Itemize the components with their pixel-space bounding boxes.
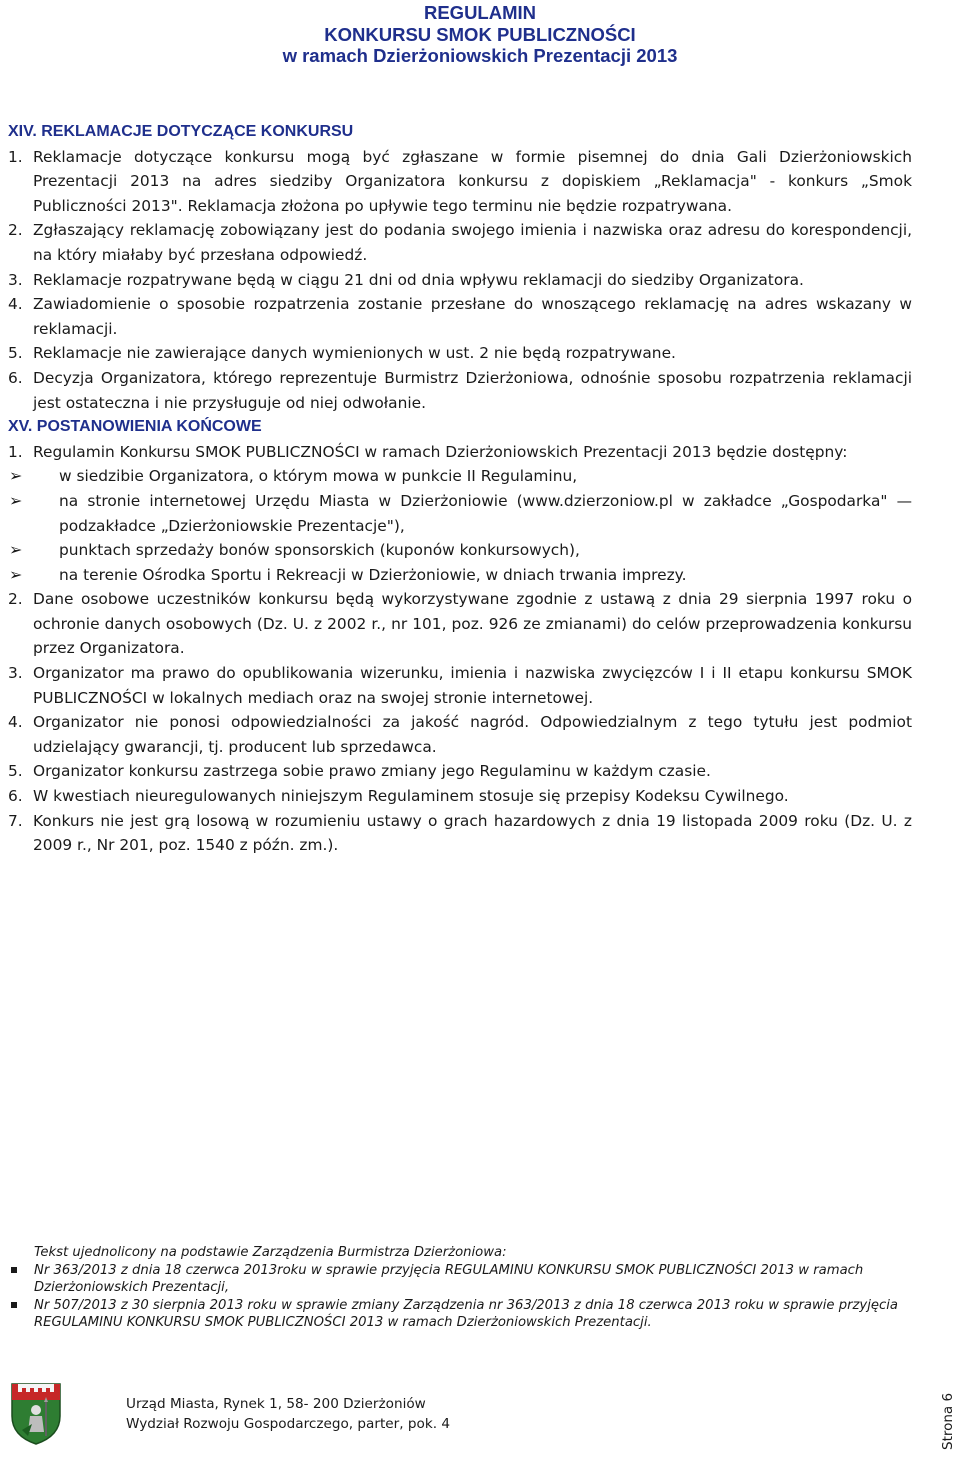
department-line: Wydział Rozwoju Gospodarczego, parter, pok. 4 — [126, 1416, 451, 1432]
city-crest-logo — [8, 1380, 64, 1446]
list-item: 4. Zawiadomienie o sposobie rozpatrzenia zostanie przesłane do wnoszącego reklamację na adres wskazany w reklamacji. — [8, 295, 912, 338]
list-item: 2. Zgłaszający reklamację zobowiązany jest do podania swojego imienia i nazwiska oraz adresu do korespondencji, na który miałaby być przesłana odpowiedź. — [8, 221, 912, 264]
list-item: 6. W kwestiach nieuregulowanych niniejszym Regulaminem stosuje się przepisy Kodeksu Cywilnego. — [8, 787, 789, 806]
list-item: 6. Decyzja Organizatora, którego reprezentuje Burmistrz Dzierżoniowa, odnośnie sposobu rozpatrzenia reklamacji jest ostateczna i nie przysługuje od niej odwołanie. — [8, 368, 912, 412]
list-item: 2. Dane osobowe uczestników konkursu będą wykorzystywane zgodnie z ustawą z dnia 29 sierpnia 1997 roku o ochronie danych osobowych (Dz. U. z 2002 r., nr 101, poz. 926 ze zmianami) do celów przeprowadzenia konkursu przez Organizatora. — [8, 590, 912, 658]
list-item: 7. Konkurs nie jest grą losową w rozumieniu ustawy o grach hazardowych z dnia 19 listopada 2009 roku (Dz. U. z 2009 r., Nr 201, poz. 1540 z późn. zm.). — [8, 811, 912, 855]
footnote-entry: Nr 507/2013 z 30 sierpnia 2013 roku w sprawie zmiany Zarządzenia nr 363/2013 z dnia 18 czerwca 2013 roku w sprawie przyjęcia REGULAMINU KONKURSU SMOK PUBLICZNOŚCI 2013 w ramach Dzierżoniowskich Prezentacji. — [34, 1297, 914, 1332]
list-item: 3. Reklamacje rozpatrywane będą w ciągu 21 dni od dnia wpływu reklamacji do siedziby Organizatora. — [8, 270, 804, 289]
arrow-bullet-icon: ➢ — [9, 564, 23, 584]
footnote-intro: Tekst ujednolicony na podstawie Zarządzenia Burmistrza Dzierżoniowa: — [34, 1245, 507, 1260]
list-item: 3. Organizator ma prawo do opublikowania wizerunku, imienia i nazwiska zwycięzców I i II etapu konkursu SMOK PUBLICZNOŚCI w lokalnych mediach oraz na swojej stronie internetowej. — [8, 664, 912, 707]
square-bullet-icon — [11, 1302, 17, 1308]
arrow-bullet-icon: ➢ — [9, 490, 23, 510]
bullet-item: ➢ na terenie Ośrodka Sportu i Rekreacji w Dzierżoniowie, w dniach trwania imprezy. — [8, 563, 912, 588]
list-item: 5. Organizator konkursu zastrzega sobie prawo zmiany jego Regulaminu w każdym czasie. — [8, 762, 711, 781]
document-header — [0, 2, 960, 67]
header-subtitle-2: w ramach Dzierżoniowskich Prezentacji 2013 — [282, 45, 678, 66]
header-subtitle: KONKURSU SMOK PUBLICZNOŚCI — [324, 23, 636, 45]
list-item: 5. Reklamacje nie zawierające danych wymienionych w ust. 2 nie będą rozpatrywane. — [8, 344, 676, 363]
bullet-item: ➢ w siedzibie Organizatora, o którym mowa w punkcie II Regulaminu, — [8, 464, 912, 489]
document-body — [8, 120, 912, 858]
list-item: 1. Regulamin Konkursu SMOK PUBLICZNOŚCI w ramach Dzierżoniowskich Prezentacji 2013 będzie dostępny: — [8, 442, 848, 461]
list-item: 1. Reklamacje dotyczące konkursu mogą być zgłaszane w formie pisemnej do dnia Gali Dzierżoniowskich Prezentacji 2013 na adres siedziby Organizatora konkursu z dopiskiem „Reklamacja" - konkurs „Smok Publiczności 2013". Reklamacja złożona po upływie tego terminu nie będzie rozpatrywana. — [8, 147, 912, 215]
section-heading-xiv: XIV. REKLAMACJE DOTYCZĄCE KONKURSU — [8, 123, 354, 140]
address-line: Urząd Miasta, Rynek 1, 58- 200 Dzierżoniów — [126, 1396, 426, 1412]
section-heading-xv: XV. POSTANOWIENIA KOŃCOWE — [8, 418, 262, 436]
bullet-item: ➢ punktach sprzedaży bonów sponsorskich (kuponów konkursowych), — [8, 538, 912, 563]
arrow-bullet-icon: ➢ — [9, 540, 23, 560]
bullet-item: ➢ na stronie internetowej Urzędu Miasta w Dzierżoniowie (www.dzierzoniow.pl w zakładce „Gospodarka" — podzakładce „Dzierżoniowskie Prezentacje"), — [9, 490, 912, 535]
office-address — [126, 1394, 450, 1434]
page-number: Strona 6 — [940, 1392, 956, 1450]
arrow-bullet-icon: ➢ — [9, 466, 23, 486]
document-footnote — [34, 1244, 914, 1332]
square-bullet-icon — [11, 1267, 17, 1273]
footnote-entry: Nr 363/2013 z dnia 18 czerwca 2013roku w sprawie przyjęcia REGULAMINU KONKURSU SMOK PUBLICZNOŚCI 2013 w ramach Dzierżoniowskich Prezentacji, — [34, 1262, 914, 1297]
header-title: REGULAMIN — [423, 2, 537, 23]
list-item: 4. Organizator nie ponosi odpowiedzialności za jakość nagród. Odpowiedzialnym z tego tytułu jest podmiot udzielający gwarancji, tj. producent lub sprzedawca. — [8, 713, 912, 756]
